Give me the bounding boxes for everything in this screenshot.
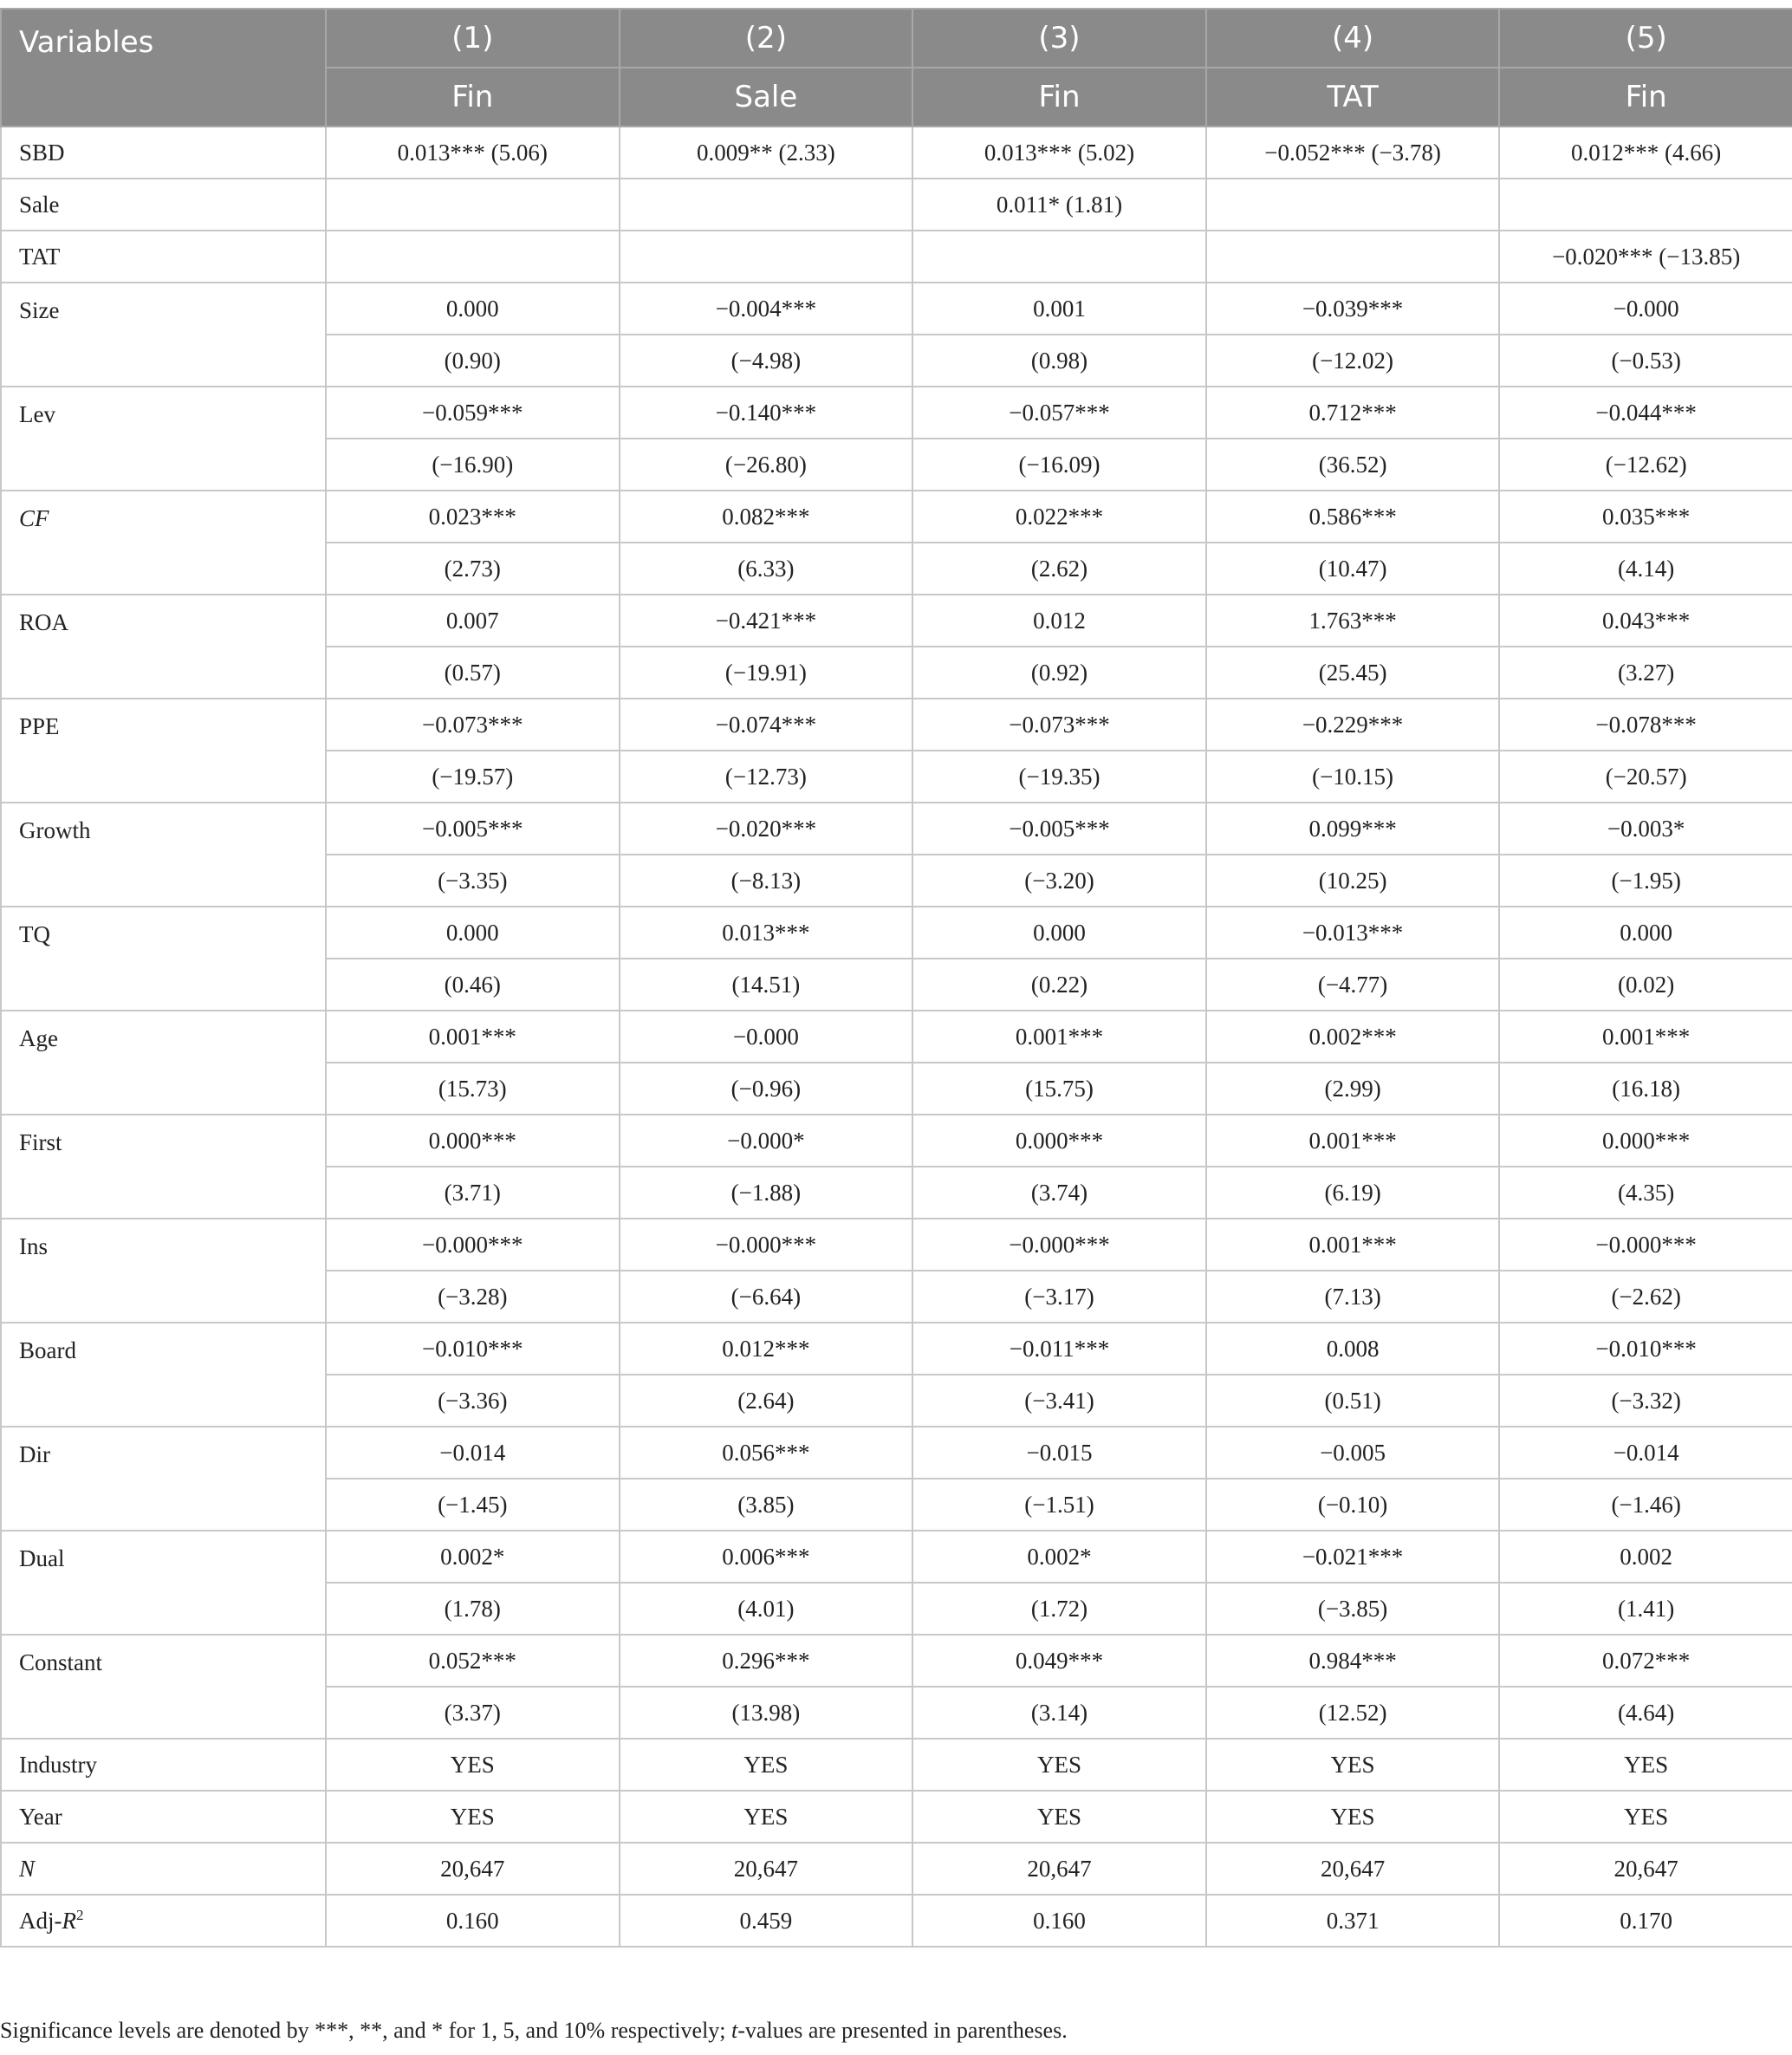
t-value-cell: (0.90) xyxy=(326,335,620,387)
table-row xyxy=(1,803,1792,855)
coefficient-cell: 0.035*** xyxy=(1499,491,1792,543)
coefficient-cell: 0.013*** (5.06) xyxy=(326,127,620,179)
table-row xyxy=(1,231,1792,283)
table-body xyxy=(1,127,1792,1947)
t-value-cell: (−12.73) xyxy=(620,751,913,803)
regression-table-container xyxy=(0,8,1792,1948)
coefficient-cell: 0.049*** xyxy=(912,1635,1206,1687)
coefficient-cell: −0.073*** xyxy=(912,699,1206,751)
coefficient-cell: 0.011* (1.81) xyxy=(912,179,1206,231)
coefficient-cell xyxy=(1499,179,1792,231)
coefficient-cell: −0.010*** xyxy=(1499,1323,1792,1375)
t-value-cell: (−3.36) xyxy=(326,1375,620,1427)
table-row xyxy=(1,491,1792,543)
coefficient-cell: 0.296*** xyxy=(620,1635,913,1687)
row-label: Lev xyxy=(1,387,326,491)
coefficient-cell xyxy=(620,231,913,283)
coefficient-cell: 20,647 xyxy=(912,1843,1206,1895)
coefficient-cell: −0.004*** xyxy=(620,283,913,335)
row-label: Age xyxy=(1,1011,326,1115)
coefficient-cell: 0.007 xyxy=(326,595,620,647)
coefficient-cell xyxy=(912,231,1206,283)
t-value-cell: (0.02) xyxy=(1499,959,1792,1011)
t-value-cell: (0.51) xyxy=(1206,1375,1500,1427)
t-value-cell: (0.57) xyxy=(326,647,620,699)
coefficient-cell xyxy=(620,179,913,231)
column-dependent-2: Sale xyxy=(620,68,913,127)
table-row xyxy=(1,907,1792,959)
row-label: Board xyxy=(1,1323,326,1427)
coefficient-cell: 0.001*** xyxy=(912,1011,1206,1063)
row-label: Growth xyxy=(1,803,326,907)
coefficient-cell: −0.021*** xyxy=(1206,1531,1500,1583)
t-value-cell: (3.74) xyxy=(912,1167,1206,1219)
row-label: Industry xyxy=(1,1739,326,1791)
coefficient-cell: −0.020*** (−13.85) xyxy=(1499,231,1792,283)
coefficient-cell: 0.056*** xyxy=(620,1427,913,1479)
table-row xyxy=(1,387,1792,439)
t-value-cell: (0.98) xyxy=(912,335,1206,387)
t-value-cell: (−6.64) xyxy=(620,1271,913,1323)
t-value-cell: (−16.90) xyxy=(326,439,620,491)
coefficient-cell: YES xyxy=(1499,1739,1792,1791)
coefficient-cell: −0.005*** xyxy=(912,803,1206,855)
header-row-numbers xyxy=(1,9,1792,68)
coefficient-cell: −0.052*** (−3.78) xyxy=(1206,127,1500,179)
coefficient-cell: −0.140*** xyxy=(620,387,913,439)
coefficient-cell: −0.003* xyxy=(1499,803,1792,855)
coefficient-cell: 20,647 xyxy=(326,1843,620,1895)
coefficient-cell: YES xyxy=(912,1739,1206,1791)
coefficient-cell: YES xyxy=(1499,1791,1792,1843)
table-row xyxy=(1,1115,1792,1167)
coefficient-cell: 0.371 xyxy=(1206,1895,1500,1947)
t-value-cell: (4.64) xyxy=(1499,1687,1792,1739)
t-value-cell: (−1.51) xyxy=(912,1479,1206,1531)
coefficient-cell: 0.099*** xyxy=(1206,803,1500,855)
coefficient-cell: −0.000 xyxy=(1499,283,1792,335)
coefficient-cell: −0.229*** xyxy=(1206,699,1500,751)
coefficient-cell xyxy=(1206,231,1500,283)
table-row xyxy=(1,1635,1792,1687)
variables-header: Variables xyxy=(1,9,326,127)
coefficient-cell: 0.013*** xyxy=(620,907,913,959)
t-value-cell: (−3.85) xyxy=(1206,1583,1500,1635)
coefficient-cell: YES xyxy=(1206,1739,1500,1791)
row-label: CF xyxy=(1,491,326,595)
row-label: Sale xyxy=(1,179,326,231)
column-dependent-4: TAT xyxy=(1206,68,1500,127)
t-value-cell: (−1.46) xyxy=(1499,1479,1792,1531)
coefficient-cell: 0.008 xyxy=(1206,1323,1500,1375)
column-dependent-3: Fin xyxy=(912,68,1206,127)
coefficient-cell: YES xyxy=(1206,1791,1500,1843)
coefficient-cell: 0.160 xyxy=(912,1895,1206,1947)
t-value-cell: (−8.13) xyxy=(620,855,913,907)
t-value-cell: (−3.41) xyxy=(912,1375,1206,1427)
row-label: Ins xyxy=(1,1219,326,1323)
table-row xyxy=(1,1011,1792,1063)
coefficient-cell: −0.074*** xyxy=(620,699,913,751)
coefficient-cell: −0.044*** xyxy=(1499,387,1792,439)
coefficient-cell xyxy=(326,231,620,283)
coefficient-cell: 0.002* xyxy=(912,1531,1206,1583)
table-row xyxy=(1,595,1792,647)
t-value-cell: (−1.95) xyxy=(1499,855,1792,907)
table-row xyxy=(1,1531,1792,1583)
t-value-cell: (1.41) xyxy=(1499,1583,1792,1635)
table-row xyxy=(1,283,1792,335)
table-row xyxy=(1,1895,1792,1947)
coefficient-cell xyxy=(1206,179,1500,231)
footnote-text-start: Significance levels are denoted by ***, **, and * for 1, 5, and 10% respectively; xyxy=(0,2018,732,2043)
t-value-cell: (1.72) xyxy=(912,1583,1206,1635)
coefficient-cell: 0.001*** xyxy=(1206,1115,1500,1167)
t-value-cell: (12.52) xyxy=(1206,1687,1500,1739)
row-label: PPE xyxy=(1,699,326,803)
t-value-cell: (−3.35) xyxy=(326,855,620,907)
coefficient-cell: −0.039*** xyxy=(1206,283,1500,335)
t-value-cell: (−3.20) xyxy=(912,855,1206,907)
coefficient-cell: −0.013*** xyxy=(1206,907,1500,959)
t-value-cell: (1.78) xyxy=(326,1583,620,1635)
row-label: SBD xyxy=(1,127,326,179)
t-value-cell: (16.18) xyxy=(1499,1063,1792,1115)
coefficient-cell: −0.014 xyxy=(1499,1427,1792,1479)
row-label: ROA xyxy=(1,595,326,699)
column-number-5: (5) xyxy=(1499,9,1792,68)
coefficient-cell: 0.984*** xyxy=(1206,1635,1500,1687)
t-value-cell: (−2.62) xyxy=(1499,1271,1792,1323)
coefficient-cell: 0.002*** xyxy=(1206,1011,1500,1063)
row-label: Adj-$R^2$ xyxy=(1,1895,326,1947)
row-label: Constant xyxy=(1,1635,326,1739)
t-value-cell: (−0.10) xyxy=(1206,1479,1500,1531)
coefficient-cell: 0.000 xyxy=(1499,907,1792,959)
coefficient-cell: YES xyxy=(620,1791,913,1843)
t-value-cell: (−20.57) xyxy=(1499,751,1792,803)
t-value-cell: (0.46) xyxy=(326,959,620,1011)
coefficient-cell: −0.020*** xyxy=(620,803,913,855)
coefficient-cell: −0.421*** xyxy=(620,595,913,647)
coefficient-cell: 0.712*** xyxy=(1206,387,1500,439)
t-value-cell: (15.73) xyxy=(326,1063,620,1115)
t-value-cell: (−3.32) xyxy=(1499,1375,1792,1427)
t-value-cell: (15.75) xyxy=(912,1063,1206,1115)
t-value-cell: (3.71) xyxy=(326,1167,620,1219)
table-row xyxy=(1,1323,1792,1375)
coefficient-cell: −0.011*** xyxy=(912,1323,1206,1375)
table-row xyxy=(1,1843,1792,1895)
t-value-cell: (−10.15) xyxy=(1206,751,1500,803)
coefficient-cell: 0.459 xyxy=(620,1895,913,1947)
t-value-cell: (−16.09) xyxy=(912,439,1206,491)
coefficient-cell: 0.072*** xyxy=(1499,1635,1792,1687)
t-value-cell: (−26.80) xyxy=(620,439,913,491)
footnote-text-end: -values are presented in parentheses. xyxy=(737,2018,1068,2043)
coefficient-cell: −0.000*** xyxy=(1499,1219,1792,1271)
coefficient-cell: −0.000*** xyxy=(326,1219,620,1271)
table-footnote xyxy=(0,2018,1068,2044)
coefficient-cell: 0.012*** (4.66) xyxy=(1499,127,1792,179)
t-value-cell: (4.14) xyxy=(1499,543,1792,595)
coefficient-cell: 0.012*** xyxy=(620,1323,913,1375)
t-value-cell: (2.64) xyxy=(620,1375,913,1427)
coefficient-cell: 20,647 xyxy=(1499,1843,1792,1895)
coefficient-cell: 0.013*** (5.02) xyxy=(912,127,1206,179)
coefficient-cell: −0.000* xyxy=(620,1115,913,1167)
coefficient-cell: 0.002 xyxy=(1499,1531,1792,1583)
t-value-cell: (36.52) xyxy=(1206,439,1500,491)
t-value-cell: (0.22) xyxy=(912,959,1206,1011)
table-row xyxy=(1,1739,1792,1791)
t-value-cell: (−1.88) xyxy=(620,1167,913,1219)
t-value-cell: (0.92) xyxy=(912,647,1206,699)
t-value-cell: (7.13) xyxy=(1206,1271,1500,1323)
t-value-cell: (3.37) xyxy=(326,1687,620,1739)
t-value-cell: (3.14) xyxy=(912,1687,1206,1739)
t-value-cell: (−19.57) xyxy=(326,751,620,803)
coefficient-cell: 0.001*** xyxy=(1206,1219,1500,1271)
coefficient-cell: 0.006*** xyxy=(620,1531,913,1583)
row-label: TQ xyxy=(1,907,326,1011)
table-row xyxy=(1,1427,1792,1479)
t-value-cell: (25.45) xyxy=(1206,647,1500,699)
t-value-cell: (2.73) xyxy=(326,543,620,595)
coefficient-cell: 0.043*** xyxy=(1499,595,1792,647)
coefficient-cell: −0.005 xyxy=(1206,1427,1500,1479)
row-label: TAT xyxy=(1,231,326,283)
coefficient-cell: 0.000*** xyxy=(912,1115,1206,1167)
coefficient-cell: 0.000*** xyxy=(326,1115,620,1167)
coefficient-cell: 0.000 xyxy=(326,283,620,335)
column-dependent-1: Fin xyxy=(326,68,620,127)
coefficient-cell: 0.001*** xyxy=(1499,1011,1792,1063)
coefficient-cell: −0.057*** xyxy=(912,387,1206,439)
column-number-2: (2) xyxy=(620,9,913,68)
coefficient-cell: 20,647 xyxy=(620,1843,913,1895)
t-value-cell: (−19.35) xyxy=(912,751,1206,803)
coefficient-cell: 0.082*** xyxy=(620,491,913,543)
coefficient-cell: 0.012 xyxy=(912,595,1206,647)
row-label: Dual xyxy=(1,1531,326,1635)
coefficient-cell: −0.015 xyxy=(912,1427,1206,1479)
column-number-3: (3) xyxy=(912,9,1206,68)
t-value-cell: (−0.53) xyxy=(1499,335,1792,387)
column-number-1: (1) xyxy=(326,9,620,68)
column-number-4: (4) xyxy=(1206,9,1500,68)
t-value-cell: (−3.17) xyxy=(912,1271,1206,1323)
coefficient-cell: 0.022*** xyxy=(912,491,1206,543)
coefficient-cell: −0.000*** xyxy=(912,1219,1206,1271)
coefficient-cell: 0.586*** xyxy=(1206,491,1500,543)
t-value-cell: (13.98) xyxy=(620,1687,913,1739)
t-value-cell: (2.99) xyxy=(1206,1063,1500,1115)
coefficient-cell: 20,647 xyxy=(1206,1843,1500,1895)
coefficient-cell: 0.000*** xyxy=(1499,1115,1792,1167)
coefficient-cell: 0.009** (2.33) xyxy=(620,127,913,179)
row-label: N xyxy=(1,1843,326,1895)
coefficient-cell xyxy=(326,179,620,231)
t-value-cell: (6.33) xyxy=(620,543,913,595)
t-value-cell: (4.35) xyxy=(1499,1167,1792,1219)
coefficient-cell: −0.014 xyxy=(326,1427,620,1479)
row-label: Size xyxy=(1,283,326,387)
table-row xyxy=(1,1791,1792,1843)
t-value-cell: (10.47) xyxy=(1206,543,1500,595)
coefficient-cell: YES xyxy=(326,1739,620,1791)
table-row xyxy=(1,699,1792,751)
coefficient-cell: 1.763*** xyxy=(1206,595,1500,647)
t-value-cell: (2.62) xyxy=(912,543,1206,595)
coefficient-cell: YES xyxy=(620,1739,913,1791)
t-value-cell: (4.01) xyxy=(620,1583,913,1635)
coefficient-cell: 0.052*** xyxy=(326,1635,620,1687)
t-value-cell: (−19.91) xyxy=(620,647,913,699)
t-value-cell: (−1.45) xyxy=(326,1479,620,1531)
coefficient-cell: 0.000 xyxy=(326,907,620,959)
row-label: First xyxy=(1,1115,326,1219)
t-value-cell: (14.51) xyxy=(620,959,913,1011)
coefficient-cell: −0.000*** xyxy=(620,1219,913,1271)
table-row xyxy=(1,1219,1792,1271)
t-value-cell: (−0.96) xyxy=(620,1063,913,1115)
row-label: Dir xyxy=(1,1427,326,1531)
coefficient-cell: YES xyxy=(326,1791,620,1843)
table-row xyxy=(1,127,1792,179)
coefficient-cell: 0.000 xyxy=(912,907,1206,959)
coefficient-cell: −0.005*** xyxy=(326,803,620,855)
coefficient-cell: YES xyxy=(912,1791,1206,1843)
regression-table xyxy=(0,8,1792,1948)
t-value-cell: (6.19) xyxy=(1206,1167,1500,1219)
t-value-cell: (3.85) xyxy=(620,1479,913,1531)
coefficient-cell: 0.170 xyxy=(1499,1895,1792,1947)
table-row xyxy=(1,179,1792,231)
coefficient-cell: −0.073*** xyxy=(326,699,620,751)
column-dependent-5: Fin xyxy=(1499,68,1792,127)
coefficient-cell: 0.001*** xyxy=(326,1011,620,1063)
footnote-italic-t: t xyxy=(731,2018,738,2043)
t-value-cell: (3.27) xyxy=(1499,647,1792,699)
t-value-cell: (−4.77) xyxy=(1206,959,1500,1011)
coefficient-cell: −0.059*** xyxy=(326,387,620,439)
coefficient-cell: −0.000 xyxy=(620,1011,913,1063)
t-value-cell: (−4.98) xyxy=(620,335,913,387)
coefficient-cell: 0.002* xyxy=(326,1531,620,1583)
t-value-cell: (10.25) xyxy=(1206,855,1500,907)
t-value-cell: (−3.28) xyxy=(326,1271,620,1323)
row-label: Year xyxy=(1,1791,326,1843)
coefficient-cell: 0.023*** xyxy=(326,491,620,543)
coefficient-cell: −0.078*** xyxy=(1499,699,1792,751)
t-value-cell: (−12.62) xyxy=(1499,439,1792,491)
coefficient-cell: −0.010*** xyxy=(326,1323,620,1375)
coefficient-cell: 0.001 xyxy=(912,283,1206,335)
coefficient-cell: 0.160 xyxy=(326,1895,620,1947)
t-value-cell: (−12.02) xyxy=(1206,335,1500,387)
